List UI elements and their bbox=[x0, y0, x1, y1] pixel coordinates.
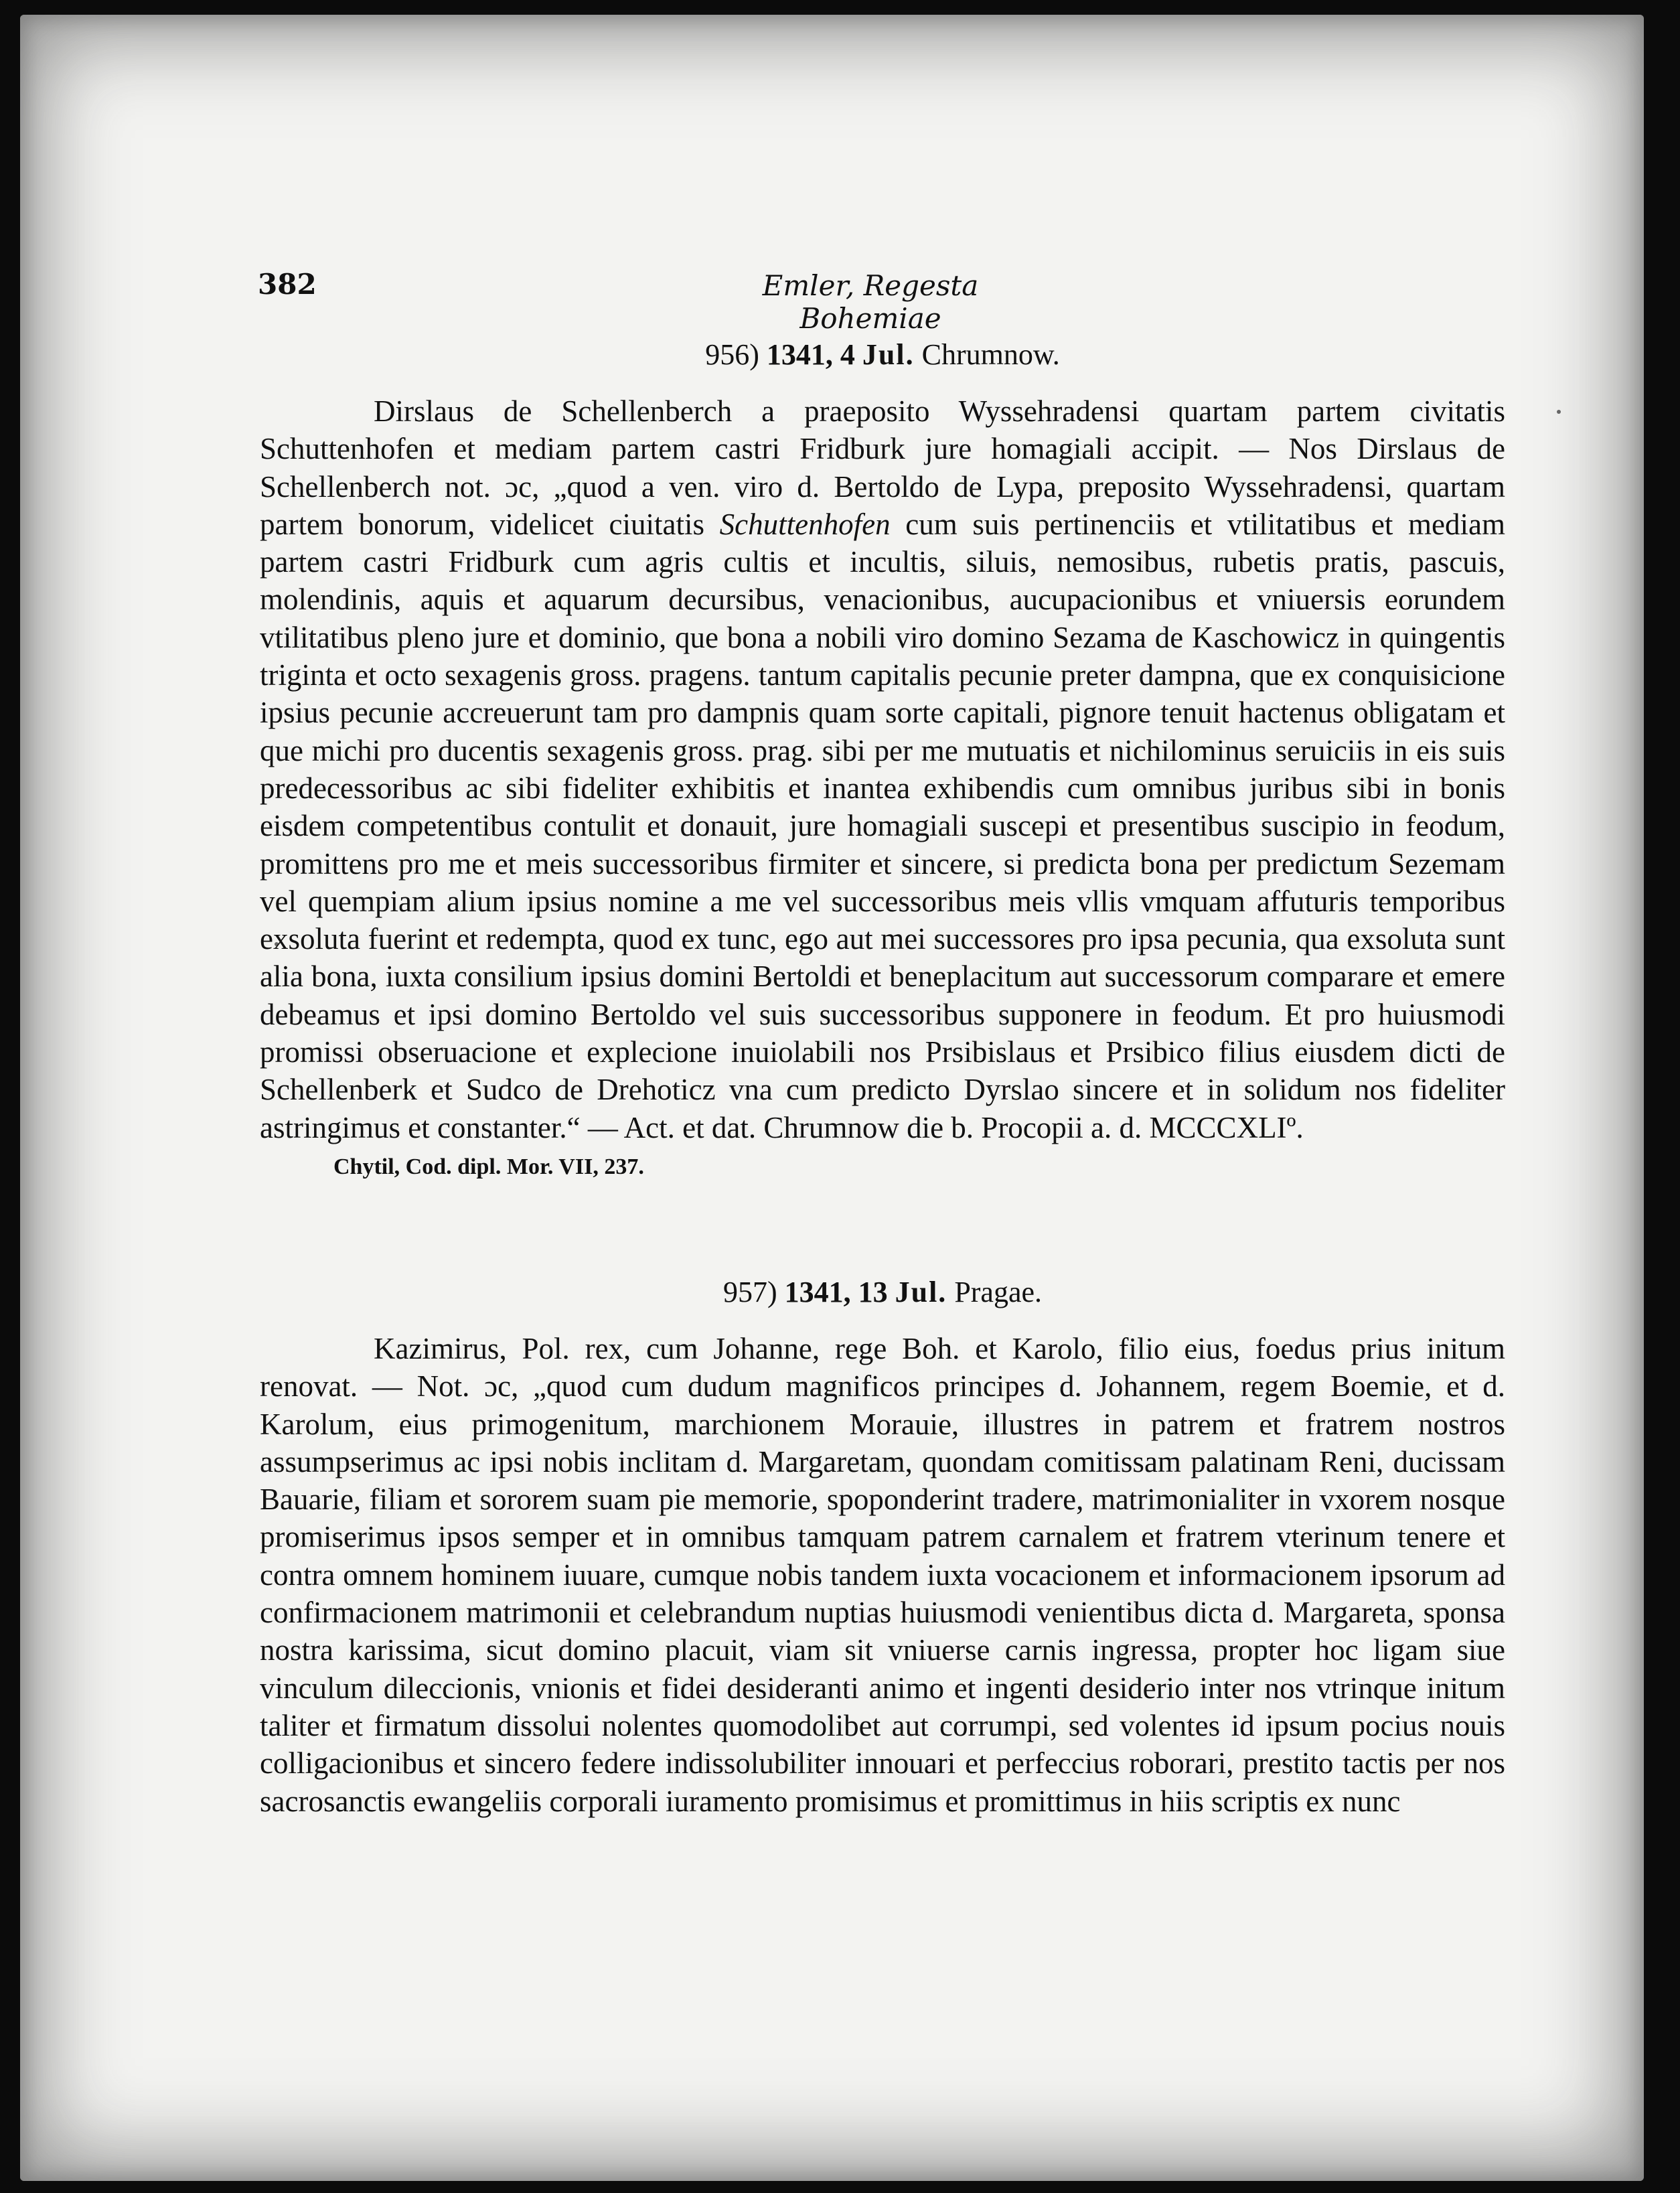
entry-month: Jul. bbox=[895, 1276, 947, 1308]
entry-text-part: Not. ɔc, „quod cum dudum magnificos principes d. Johannem, regem Boemie, et d. Karolum, eius primogenitum, marchionem Morauie, illustres in patrem et fratrem nostros assumpserimus ac ipsi nobis inclitam d. Margaretam, quondam comitissam palatinam Reni, ducissam Bauarie, filiam et sororem suam pie memorie, spoponderint tradere, matrimonialiter in vxorem nosque promiserimus ipsos semper et in omnibus tamquam patrem carnalem et fratrem vterinum tenere et contra omnem hominem iuuare, cumque nobis tandem iuxta vocacionem et informacionem ipsorum ad confirmacionem matrimonii et celebrandum nuptias huiusmodi venientibus dicta d. Margareta, sponsa nostra karissima, sicut domino placuit, viam sit vniuerse carnis ingressa, propter hoc ligam siue vinculum dileccionis, vnionis et fidei desideranti animo et ingenti desiderio inter nos vtrinque initum taliter et firmatum dissolui nolentes quomodolibet aut corrumpi, sed volentes id ipsum pocius nouis colligacionibus et sincero federe indissolubiliter innouari et perfeccius roborari, prestito tactis per nos sacrosanctis ewangeliis corporali iuramento promisimus et promittimus in hiis scriptis ex nunc bbox=[260, 1369, 1505, 1818]
entry-month: Jul. bbox=[862, 338, 915, 371]
entry-heading bbox=[260, 1272, 1505, 1312]
italic-place-name: Schuttenhofen bbox=[719, 507, 891, 541]
regest-entry-956 bbox=[260, 335, 1505, 1183]
regest-entry-957 bbox=[260, 1272, 1505, 1820]
page-number: 382 bbox=[258, 268, 317, 301]
entry-text bbox=[260, 1330, 1505, 1820]
entry-summary: Dirslaus de Schellenberch a praeposito Wyssehradensi quartam partem civitatis Schuttenhofen et mediam partem castri Fridburk jure homagiali accipit. — bbox=[260, 394, 1505, 466]
entry-date: 1341, 4 bbox=[766, 338, 855, 371]
running-head: Emler, Regesta Bohemiae bbox=[762, 269, 979, 335]
entry-text-part: cum suis pertinenciis et vtilitatibus et mediam partem castri Fridburk cum agris cultis et incultis, siluis, nemosibus, rubetis pratis, pascuis, molendinis, aquis et aquarum decursibus, venacionibus, aucupacionibus et vniuersis eorundem vtilitatibus pleno jure et dominio, que bona a nobili viro domino Sezama de Kaschowicz in quingentis triginta et octo sexagenis gross. pragens. tantum capitalis pecunie preter dampna, que ex conquisicione ipsius pecunie accreuerunt tam pro dampnis quam sorte capitali, pignore tenuit hactenus obligatam et que michi pro ducentis sexagenis gross. prag. sibi per me mutuatis et nichilominus seruiciis in eis suis predecessoribus ac sibi fideliter exhibitis et inantea exhibendis cum omnibus juribus sibi in bonis eisdem competentibus contulit et donauit, jure homagiali suscepi et presentibus suscipio in feodum, promittens pro me et meis successoribus firmiter et sincere, si predicta bona per predictum Sezemam vel quempiam alium ipsius nomine a me vel successoribus meis vllis vmquam affuturis temporibus exsoluta fuerint et redempta, quod ex tunc, ego aut mei successores pro ipsa pecunia, qua exsoluta sunt alia bona, iuxta consilium ipsius domini Bertoldi et beneplacitum aut successorum comparare et emere debeamus et ipsi domino Bertoldo vel suis successoribus supponere in feodum. Et pro huiusmodi promissi obseruacione et explecione inuiolabili nos Prsibislaus et Prsibico filius eiusdem dicti de Schellenberk et Sudco de Drehoticz vna cum predicto Dyrslao sincere et in solidum nos fideliter astringimus et constanter.“ — Act. et dat. Chrumnow die b. Procopii a. d. MCCCXLIº. bbox=[260, 507, 1505, 1144]
entry-date: 1341, 13 bbox=[784, 1276, 888, 1308]
entry-place: Pragae. bbox=[954, 1276, 1043, 1308]
scan-speck bbox=[1557, 410, 1561, 414]
entry-text bbox=[260, 392, 1505, 1146]
entry-number: 957) bbox=[722, 1276, 777, 1308]
entry-text-part: Nos Dirslaus de Schellenberch not. ɔc, „quod a ven. viro d. Bertoldo de Lypa, preposito Wyssehradensi, quartam partem bonorum, videlicet ciuitatis bbox=[260, 432, 1505, 541]
entry-place: Chrumnow. bbox=[921, 338, 1060, 371]
entry-summary: Kazimirus, Pol. rex, cum Johanne, rege Boh. et Karolo, filio eius, foedus prius initum renovat. — bbox=[260, 1332, 1505, 1404]
source-citation: Chytil, Cod. dipl. Mor. VII, 237. bbox=[333, 1154, 644, 1179]
entry-number: 956) bbox=[705, 338, 759, 371]
entry-heading bbox=[260, 335, 1505, 375]
